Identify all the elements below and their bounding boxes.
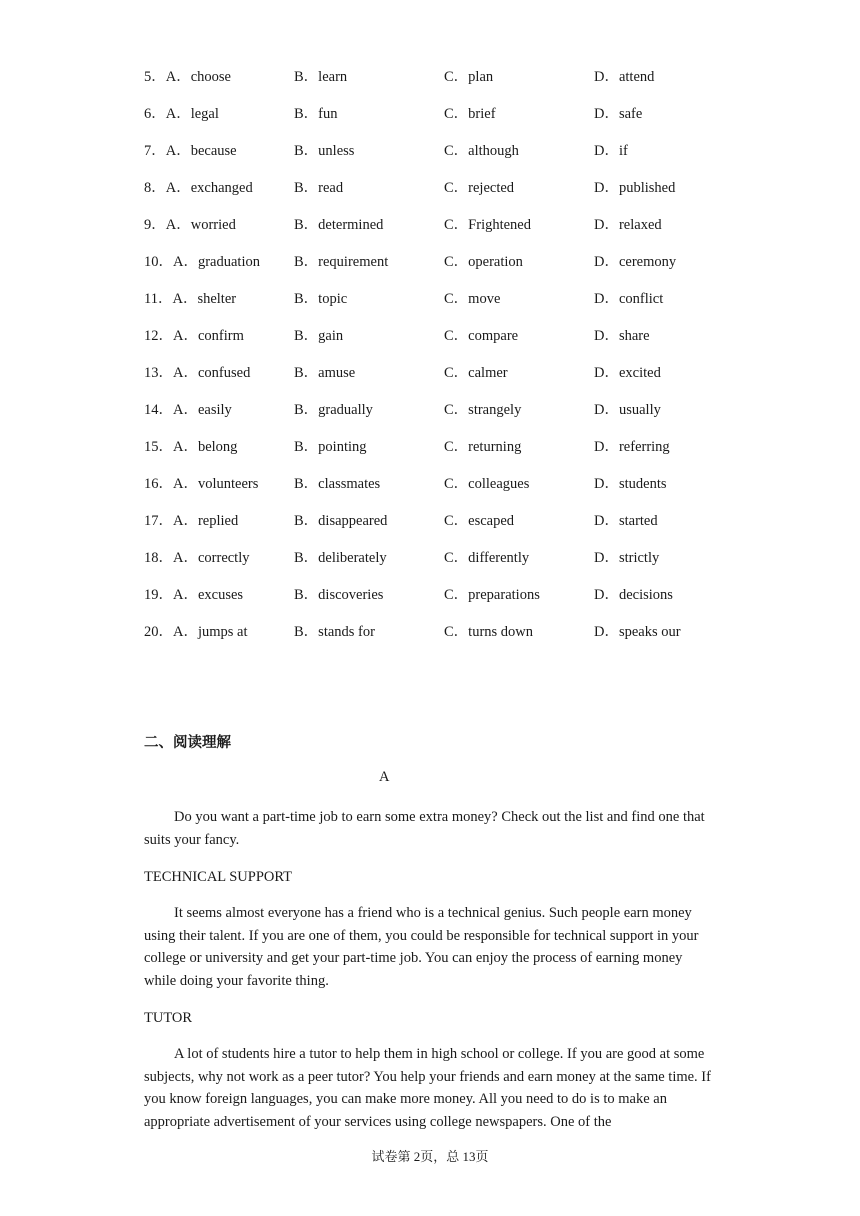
option-d: D．students <box>594 476 667 492</box>
option-a: 15．A．belong <box>144 439 238 455</box>
page-footer: 试卷第 2页，总 13页 <box>371 1149 489 1164</box>
option-d: D．relaxed <box>594 217 662 233</box>
option-b: B．classmates <box>294 476 381 492</box>
option-c: C．preparations <box>444 587 540 603</box>
option-a: 20．A．jumps at <box>144 624 248 640</box>
option-c: C．returning <box>444 439 522 455</box>
option-d: D．ceremony <box>594 254 677 270</box>
option-d: D．attend <box>594 69 655 85</box>
option-b: B．fun <box>294 106 338 122</box>
option-d: D．share <box>594 328 650 344</box>
option-b: B．gradually <box>294 402 373 418</box>
question-row <box>144 66 714 103</box>
option-a: 6．A．legal <box>144 106 219 122</box>
intro-paragraph: Do you want a part-time job to earn some extra money? Check out the list and find one that suits your fancy. <box>144 809 705 848</box>
option-b: B．read <box>294 180 344 196</box>
option-b: B．deliberately <box>294 550 387 566</box>
option-c: C．Frightened <box>444 217 531 233</box>
option-a: 16．A．volunteers <box>144 476 259 492</box>
option-c: C．brief <box>444 106 496 122</box>
technical-support-paragraph: It seems almost everyone has a friend who is a technical genius. Such people earn money using their talent. If you are one of them, you could be responsible for technical support in your college or university and get your part-time job. You can enjoy the process of earning money while doing your favorite thing. <box>144 905 699 989</box>
question-row <box>144 103 714 140</box>
option-a: 10．A．graduation <box>144 254 260 270</box>
option-b: B．gain <box>294 328 344 344</box>
option-c: C．rejected <box>444 180 515 196</box>
option-a: 13．A．confused <box>144 365 251 381</box>
option-a: 17．A．replied <box>144 513 239 529</box>
option-d: D．safe <box>594 106 643 122</box>
option-c: C．differently <box>444 550 530 566</box>
option-c: C．operation <box>444 254 523 270</box>
option-b: B．determined <box>294 217 384 233</box>
option-c: C．turns down <box>444 624 534 640</box>
option-a: 12．A．confirm <box>144 328 244 344</box>
option-d: D．speaks our <box>594 624 681 640</box>
option-b: B．discoveries <box>294 587 384 603</box>
question-row <box>144 584 714 621</box>
question-row <box>144 177 714 214</box>
option-b: B．stands for <box>294 624 375 640</box>
option-a: 7．A．because <box>144 143 237 159</box>
question-row <box>144 399 714 436</box>
option-d: D．strictly <box>594 550 660 566</box>
option-b: B．unless <box>294 143 355 159</box>
question-row <box>144 214 714 251</box>
option-b: B．pointing <box>294 439 367 455</box>
option-d: D．conflict <box>594 291 664 307</box>
option-d: D．decisions <box>594 587 673 603</box>
question-row <box>144 325 714 362</box>
question-row <box>144 473 714 510</box>
option-c: C．calmer <box>444 365 508 381</box>
heading-tutor: TUTOR <box>144 1010 193 1026</box>
option-a: 11．A．shelter <box>144 291 237 307</box>
option-c: C．strangely <box>444 402 522 418</box>
option-d: D．started <box>594 513 658 529</box>
option-a: 9．A．worried <box>144 217 236 233</box>
option-c: C．although <box>444 143 519 159</box>
option-b: B．disappeared <box>294 513 388 529</box>
option-b: B．learn <box>294 69 348 85</box>
option-b: B．amuse <box>294 365 356 381</box>
option-c: C．compare <box>444 328 519 344</box>
option-d: D．excited <box>594 365 661 381</box>
question-row <box>144 436 714 473</box>
option-c: C．plan <box>444 69 494 85</box>
question-row <box>144 547 714 584</box>
passage-label: A <box>379 769 390 785</box>
heading-technical-support: TECHNICAL SUPPORT <box>144 869 293 885</box>
question-row <box>144 140 714 177</box>
option-a: 14．A．easily <box>144 402 232 418</box>
question-row <box>144 510 714 547</box>
option-a: 5．A．choose <box>144 69 231 85</box>
option-c: C．colleagues <box>444 476 530 492</box>
option-a: 8．A．exchanged <box>144 180 253 196</box>
options-table <box>144 66 714 658</box>
question-row <box>144 621 714 658</box>
question-row <box>144 362 714 399</box>
option-c: C．move <box>444 291 501 307</box>
option-a: 18．A．correctly <box>144 550 250 566</box>
question-row <box>144 288 714 325</box>
section-title: 二、阅读理解 <box>144 735 231 751</box>
option-d: D．published <box>594 180 676 196</box>
option-b: B．requirement <box>294 254 389 270</box>
question-row <box>144 251 714 288</box>
tutor-paragraph: A lot of students hire a tutor to help them in high school or college. If you are good at some subjects, why not work as a peer tutor? You help your friends and earn money at the same time. If you know foreign languages, you can make more money. All you need to do is to make an appropriate advertisement of your services using college newspapers. One of the <box>144 1046 711 1130</box>
option-d: D．if <box>594 143 628 159</box>
option-c: C．escaped <box>444 513 515 529</box>
option-a: 19．A．excuses <box>144 587 244 603</box>
option-b: B．topic <box>294 291 348 307</box>
option-d: D．usually <box>594 402 661 418</box>
option-d: D．referring <box>594 439 670 455</box>
